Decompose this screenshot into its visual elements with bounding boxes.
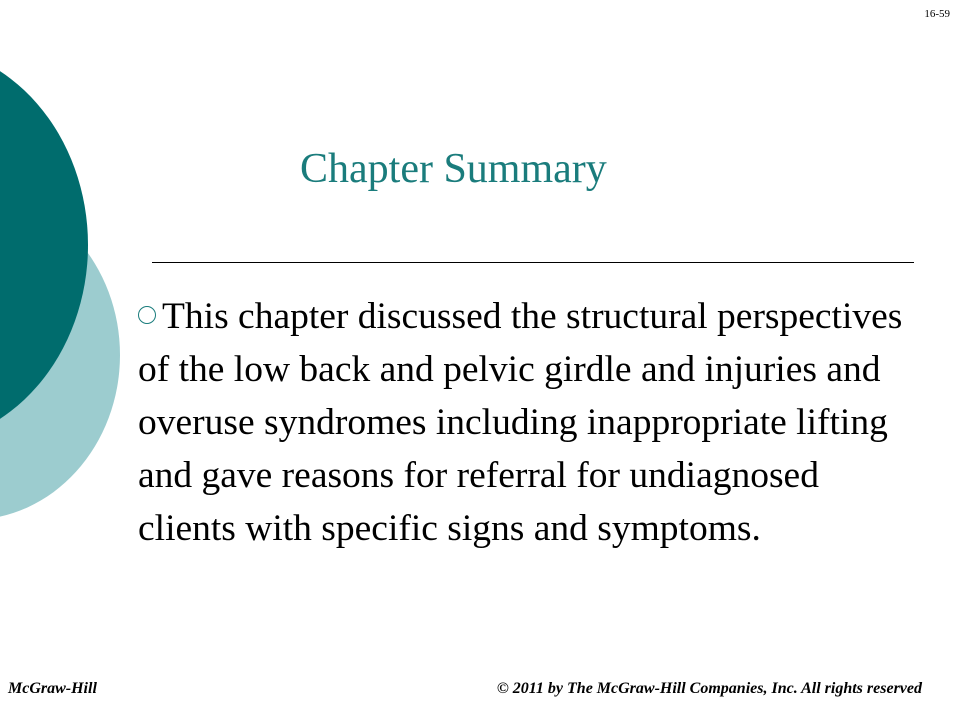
slide-title: Chapter Summary (300, 146, 607, 192)
footer-publisher: McGraw-Hill (8, 680, 97, 697)
hollow-circle-bullet-icon (138, 306, 156, 324)
footer-copyright: © 2011 by The McGraw-Hill Companies, Inc. All rights reserved (496, 680, 922, 697)
slide-number: 16-59 (924, 8, 950, 20)
title-divider (152, 262, 914, 263)
bullet-item (138, 290, 918, 555)
bullet-text: This chapter discussed the structural perspectives of the low back and pelvic girdle and injuries and overuse syndromes including inappropriate lifting and gave reasons for referral for undiagnosed clients with specific signs and symptoms. (138, 296, 903, 549)
